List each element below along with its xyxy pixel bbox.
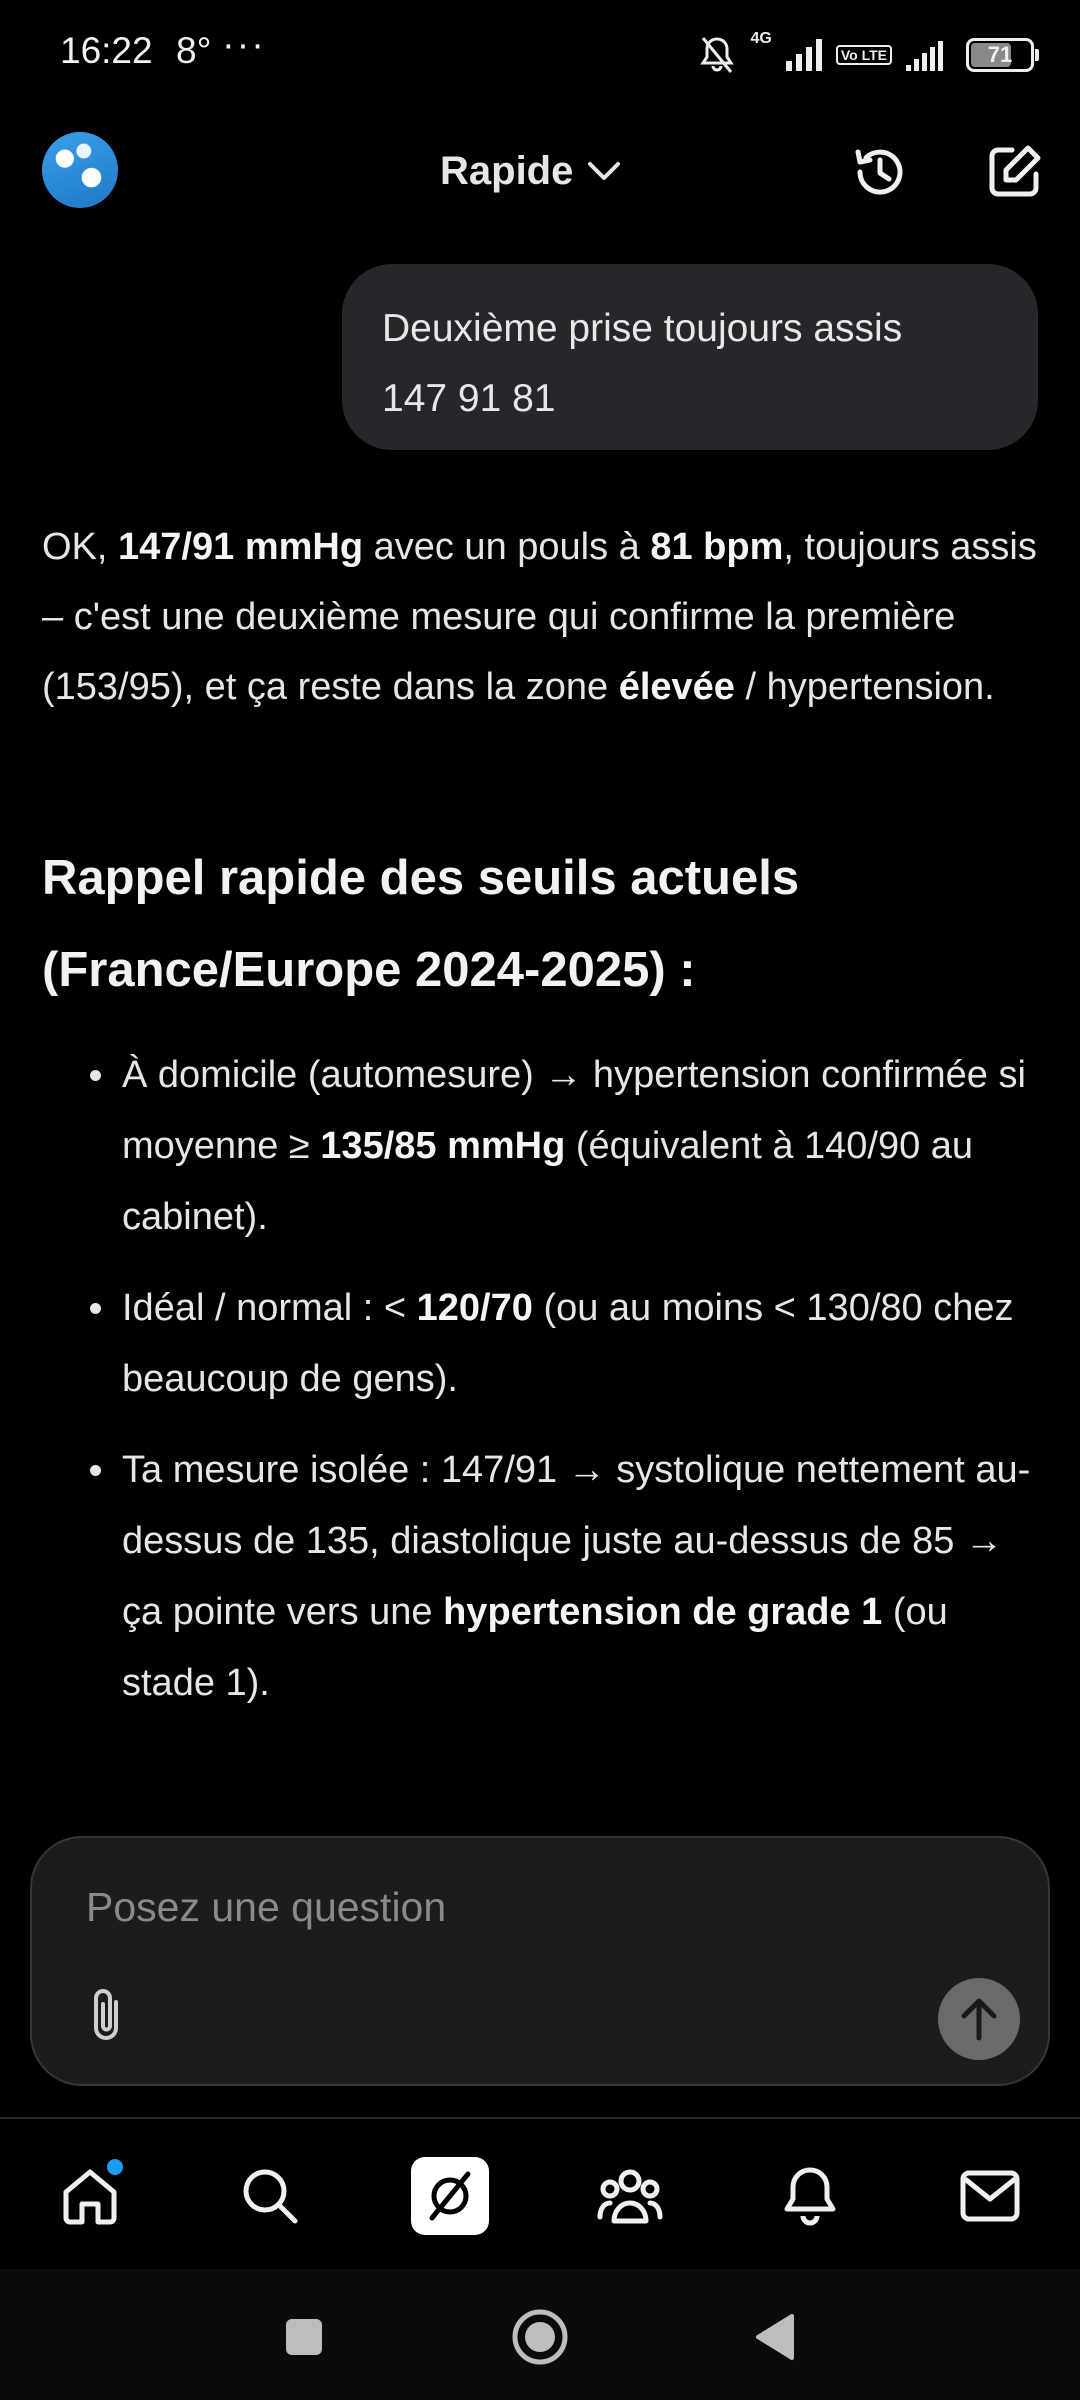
system-nav <box>0 2269 1080 2400</box>
new-chat-icon <box>984 142 1044 202</box>
nav-communities[interactable] <box>585 2151 675 2241</box>
back-button[interactable] <box>742 2305 806 2369</box>
recents-button[interactable] <box>272 2305 336 2369</box>
bold-text: 81 bpm <box>650 526 784 568</box>
network-type: 4G <box>750 30 772 47</box>
nav-messages[interactable] <box>945 2151 1035 2241</box>
nav-search[interactable] <box>225 2151 315 2241</box>
send-button[interactable] <box>938 1978 1020 2060</box>
home-button[interactable] <box>508 2305 572 2369</box>
app-header <box>0 120 1080 220</box>
grok-tile <box>411 2157 489 2235</box>
status-more-icon: ··· <box>222 24 266 66</box>
notification-dot <box>107 2159 123 2175</box>
assistant-intro: OK, 147/91 mmHg avec un pouls à 81 bpm, toujours assis – c'est une deuxième mesure qui confirme la première (153/95), et ça reste dans la zone élevée / hypertension. <box>42 526 1037 708</box>
recents-icon <box>284 2317 324 2357</box>
notifications-icon <box>780 2164 840 2228</box>
status-icons <box>697 30 1035 80</box>
list-item: Ta mesure isolée : 147/91 → systolique nettement au-dessus de 135, diastolique juste au-dessus de 85 → ça pointe vers une hypertension de grade 1 (ou stade 1). <box>42 1435 1042 1719</box>
avatar[interactable] <box>42 132 118 208</box>
bold-text: hypertension de grade 1 <box>443 1591 883 1633</box>
bold-text: 120/70 <box>416 1287 533 1329</box>
battery-level: 71 <box>987 42 1013 67</box>
bullet-list <box>42 1040 1042 1719</box>
model-selector[interactable] <box>440 146 621 196</box>
status-bar <box>0 0 1080 108</box>
status-time: 16:22 <box>60 30 153 71</box>
battery-icon <box>966 38 1034 72</box>
bold-text: élevée <box>618 666 735 708</box>
history-button[interactable] <box>848 140 912 204</box>
back-icon <box>752 2312 796 2362</box>
search-icon <box>239 2165 301 2227</box>
list-item: À domicile (automesure) → hypertension confirmée si moyenne ≥ 135/85 mmHg (équivalent à 140/90 au cabinet). <box>42 1040 1042 1253</box>
status-temperature: 8° <box>176 30 212 71</box>
section-heading: Rappel rapide des seuils actuels (France/Europe 2024-2025) : <box>42 851 800 997</box>
chevron-down-icon <box>587 160 621 182</box>
signal-icon-2 <box>906 39 952 71</box>
paperclip-icon <box>82 1986 134 2046</box>
bell-off-icon <box>697 34 737 76</box>
user-message-line: Deuxième prise toujours assis <box>382 307 903 350</box>
communities-icon <box>596 2165 664 2227</box>
bold-text: 135/85 mmHg <box>320 1125 566 1167</box>
list-item: Idéal / normal : < 120/70 (ou au moins < 130/80 chez beaucoup de gens). <box>42 1273 1042 1415</box>
model-label: Rapide <box>440 148 574 193</box>
new-chat-button[interactable] <box>982 140 1046 204</box>
user-message-line: 147 91 81 <box>382 377 556 420</box>
home-circle-icon <box>510 2307 570 2367</box>
attach-button[interactable] <box>82 1986 134 2046</box>
nav-grok[interactable] <box>405 2151 495 2241</box>
signal-icon <box>786 39 822 71</box>
volte-icon: Vo LTE <box>836 45 892 65</box>
bottom-nav <box>0 2117 1080 2269</box>
question-input[interactable] <box>84 1876 948 1938</box>
history-icon <box>850 142 910 202</box>
grok-icon <box>422 2168 478 2224</box>
user-message-bubble <box>342 264 1038 450</box>
arrow-up-icon <box>956 1994 1002 2044</box>
assistant-message <box>42 512 1042 1739</box>
nav-notifications[interactable] <box>765 2151 855 2241</box>
composer <box>30 1836 1050 2086</box>
nav-home[interactable] <box>45 2151 135 2241</box>
bold-text: 147/91 mmHg <box>118 526 364 568</box>
messages-icon <box>959 2169 1021 2223</box>
